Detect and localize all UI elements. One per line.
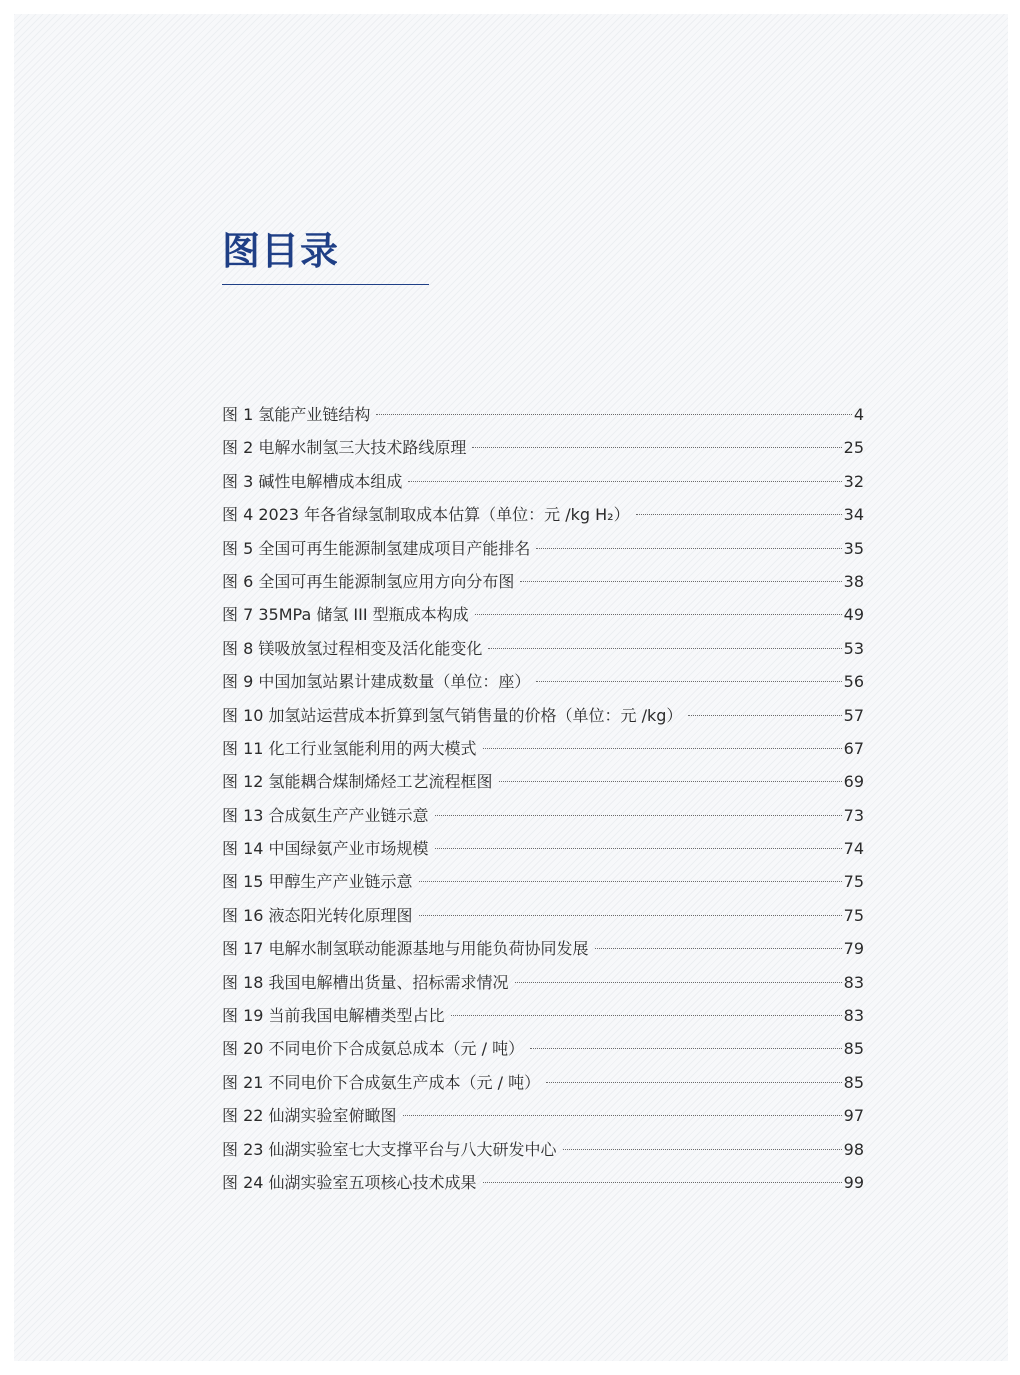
toc-entry-page-number: 73	[843, 805, 864, 825]
toc-entry[interactable]	[222, 832, 864, 865]
dot-leader	[483, 1182, 842, 1183]
toc-entry[interactable]	[222, 699, 864, 732]
toc-entry-label: 图 18 我国电解槽出货量、招标需求情况	[222, 972, 509, 992]
dot-leader	[520, 581, 841, 582]
toc-entry-label: 图 7 35MPa 储氢 III 型瓶成本构成	[222, 605, 469, 625]
toc-entry-label: 图 23 仙湖实验室七大支撑平台与八大研发中心	[222, 1139, 557, 1159]
toc-entry-label: 图 13 合成氨生产产业链示意	[222, 805, 429, 825]
dot-leader	[530, 1048, 842, 1049]
toc-entry[interactable]	[222, 1066, 864, 1099]
toc-entry-page-number: 32	[843, 471, 864, 491]
dot-leader	[435, 848, 842, 849]
toc-entry-label: 图 17 电解水制氢联动能源基地与用能负荷协同发展	[222, 939, 589, 959]
dot-leader	[483, 748, 842, 749]
toc-entry-page-number: 53	[843, 638, 864, 658]
dot-leader	[688, 715, 841, 716]
toc-entry-page-number: 35	[843, 538, 864, 558]
toc-entry[interactable]	[222, 966, 864, 999]
dot-leader	[488, 648, 841, 649]
toc-entry-page-number: 75	[843, 905, 864, 925]
dot-leader	[376, 414, 851, 415]
toc-entry-page-number: 85	[843, 1039, 864, 1059]
toc-entry-label: 图 6 全国可再生能源制氢应用方向分布图	[222, 571, 515, 591]
toc-entry[interactable]	[222, 1099, 864, 1132]
toc-entry[interactable]	[222, 532, 864, 565]
dot-leader	[499, 781, 842, 782]
dot-leader	[515, 982, 842, 983]
toc-entry-label: 图 8 镁吸放氢过程相变及活化能变化	[222, 638, 483, 658]
toc-entry[interactable]	[222, 799, 864, 832]
toc-entry[interactable]	[222, 632, 864, 665]
toc-entry-label: 图 3 碱性电解槽成本组成	[222, 471, 403, 491]
dot-leader	[536, 548, 841, 549]
dot-leader	[546, 1082, 842, 1083]
dot-leader	[419, 915, 842, 916]
toc-entry-page-number: 34	[843, 505, 864, 525]
toc-entry[interactable]	[222, 565, 864, 598]
toc-entry-label: 图 12 氢能耦合煤制烯烃工艺流程框图	[222, 772, 493, 792]
toc-entry-page-number: 38	[843, 571, 864, 591]
toc-entry-page-number: 4	[853, 405, 864, 424]
toc-entry-label: 图 9 中国加氢站累计建成数量（单位：座）	[222, 672, 531, 692]
toc-entry[interactable]	[222, 1032, 864, 1065]
toc-entry-label: 图 16 液态阳光转化原理图	[222, 905, 413, 925]
toc-entry-page-number: 69	[843, 772, 864, 792]
toc-entry-label: 图 15 甲醇生产产业链示意	[222, 872, 413, 892]
toc-entry-page-number: 75	[843, 872, 864, 892]
toc-entry[interactable]	[222, 465, 864, 498]
toc-entry-page-number: 79	[843, 939, 864, 959]
toc-entry-page-number: 85	[843, 1072, 864, 1092]
figure-list	[222, 398, 864, 1199]
title-underline	[222, 284, 429, 285]
toc-entry[interactable]	[222, 999, 864, 1032]
toc-entry-label: 图 19 当前我国电解槽类型占比	[222, 1006, 445, 1026]
toc-entry[interactable]	[222, 431, 864, 464]
toc-entry-label: 图 21 不同电价下合成氨生产成本（元 / 吨）	[222, 1072, 541, 1092]
toc-entry-page-number: 83	[843, 972, 864, 992]
page-title: 图目录	[222, 229, 340, 273]
toc-entry-page-number: 25	[843, 438, 864, 458]
toc-entry[interactable]	[222, 1133, 864, 1166]
toc-entry-label: 图 11 化工行业氢能利用的两大模式	[222, 738, 477, 758]
toc-entry-label: 图 1 氢能产业链结构	[222, 405, 371, 424]
toc-entry-page-number: 67	[843, 738, 864, 758]
toc-entry[interactable]	[222, 498, 864, 531]
toc-entry-page-number: 74	[843, 839, 864, 859]
toc-entry-page-number: 99	[843, 1172, 864, 1192]
dot-leader	[403, 1115, 842, 1116]
toc-entry-label: 图 20 不同电价下合成氨总成本（元 / 吨）	[222, 1039, 525, 1059]
toc-entry-page-number: 97	[843, 1106, 864, 1126]
dot-leader	[408, 481, 841, 482]
title-block	[222, 228, 429, 285]
toc-entry-page-number: 49	[843, 605, 864, 625]
toc-entry[interactable]	[222, 899, 864, 932]
toc-entry-page-number: 56	[843, 672, 864, 692]
dot-leader	[475, 614, 842, 615]
toc-entry-page-number: 57	[843, 705, 864, 725]
toc-entry-label: 图 2 电解水制氢三大技术路线原理	[222, 438, 467, 458]
dot-leader	[451, 1015, 842, 1016]
toc-entry[interactable]	[222, 1166, 864, 1199]
toc-entry-label: 图 5 全国可再生能源制氢建成项目产能排名	[222, 538, 531, 558]
toc-entry[interactable]	[222, 398, 864, 431]
toc-entry[interactable]	[222, 665, 864, 698]
dot-leader	[595, 948, 842, 949]
dot-leader	[563, 1149, 842, 1150]
toc-entry[interactable]	[222, 598, 864, 631]
toc-entry-page-number: 98	[843, 1139, 864, 1159]
toc-entry-label: 图 14 中国绿氨产业市场规模	[222, 839, 429, 859]
toc-entry-label: 图 10 加氢站运营成本折算到氢气销售量的价格（单位：元 /kg）	[222, 705, 683, 725]
dot-leader	[472, 447, 841, 448]
toc-entry[interactable]	[222, 865, 864, 898]
toc-entry-label: 图 4 2023 年各省绿氢制取成本估算（单位：元 /kg H₂）	[222, 505, 630, 525]
toc-entry[interactable]	[222, 765, 864, 798]
toc-entry[interactable]	[222, 932, 864, 965]
dot-leader	[435, 815, 842, 816]
toc-entry-page-number: 83	[843, 1006, 864, 1026]
toc-entry[interactable]	[222, 732, 864, 765]
toc-entry-label: 图 22 仙湖实验室俯瞰图	[222, 1106, 397, 1126]
toc-entry-label: 图 24 仙湖实验室五项核心技术成果	[222, 1172, 477, 1192]
dot-leader	[636, 514, 842, 515]
dot-leader	[536, 681, 841, 682]
dot-leader	[419, 881, 842, 882]
